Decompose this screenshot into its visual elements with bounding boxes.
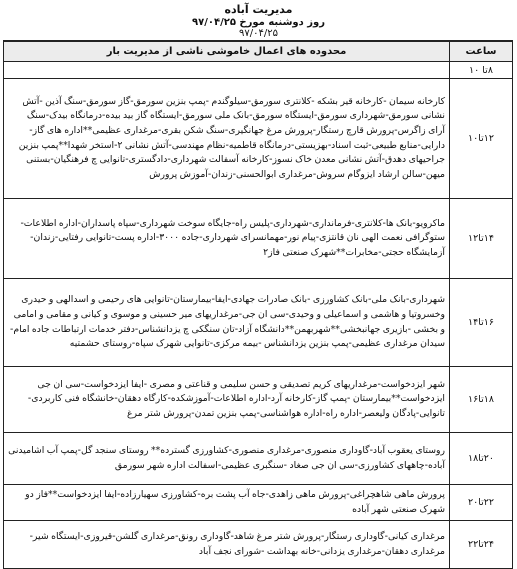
table-row [4, 485, 513, 521]
page-date-number: ۹۷/۰۴/۲۵ [239, 28, 278, 39]
row-time: ۱۸تا۱۶ [450, 367, 513, 433]
table-row [4, 199, 513, 279]
table-row [4, 279, 513, 367]
row-time: ۱۲تا۱۰ [450, 79, 513, 199]
row-description: کارخانه سیمان -کارخانه قیر بشکه -کلانتری سورمق-سیلوگندم -پمپ بنزین سورمق-گاز سورمق-سنگ آذین -آتش نشانی سورمق-شهرداری سورمق-ایستگاه سورمق-بانک ملی سورمق-ایستگاه گاز بید بیده-درمانگاه بیدک-سنگ آرای زاگرس-پرورش قارچ رستگار-پرورش مرغ جهانگیری-سنگ شکن بقری-مرغداری عظیمی**اداره های گاز-دارایی-منابع طبیعی-ثبت اسناد-بهزیستی-درمانگاه قاطمیه-نظام مهندسی-آتش نشانی ۲-استخر شهدا**پمپ بنزین جراحیهای دهدق-آتش نشانی معدن خاک نسوز-کارخانه آسفالت شهرداری-دادگستری-تانوایی چ فرهنگیان-بستنی میهن-سالن ارشاد ایزوگام سروش-مرغداری ابوالحسنی-زندان-آموزش پرورش [4, 79, 450, 199]
row-time: ۲۰تا۱۸ [450, 433, 513, 485]
table-row [4, 521, 513, 569]
row-description: ماکرویو-بانک ها-کلانتری-فرمانداری-شهرداری-پلیس راه-جایگاه سوخت شهرداری-سپاه پاسداران-اداره اطلاعات-ستوگرافی نعمت الهی نان قانتزی-پیام نور-مهمانسرای شهرداری-جاده ۳۰۰۰-اداره پست-تانوایی رفتایی-زندان-آزمایشگاه حجتی-مخابرات**شهرک صنعتی فاز۲ [4, 199, 450, 279]
row-description: پرورش ماهی شاهچراغی-پرورش ماهی زاهدی-جاه آب پشت بره-کشاورزی سهیارزاده-ایفا ایزدخواست**فاز دو شهرک صنعتی شهر آباده [4, 485, 450, 521]
column-header-area: محدوده های اعمال خاموشی ناشی از مدیریت بار [4, 41, 450, 62]
row-description: مرغداری کیانی-گاوداری رستگار-پرورش شتر مرغ شاهد-گاوداری رونق-مرغداری گلشن-قیروزی-ایستگاه شیر-مرغداری دهقان-مرغداری یزدانی-خانه بهداشت -شورای نجف آباد [4, 521, 450, 569]
table-row [4, 79, 513, 199]
table-row [4, 367, 513, 433]
page-subtitle: روز دوشنبه مورخ ۹۷/۰۴/۲۵ [192, 17, 325, 28]
row-description: شهر ایزدخواست-مرغداریهای کریم تصدیقی و حسن سلیمی و قناعتی و مصری -ایفا ایزدخواست-سی ان جی ایزدخواست**بیمارستان -پمپ گاز-کارخانه آرد-اداره اطلاعات-آموزشکده-کارگاه دهقان-خانشگاه فنی کاربردی-تانوایی-پادگان ولیعصر-اداره راه-اداره هواشناسی-پمپ بنزین تمدن-پرورش شتر مرغ [4, 367, 450, 433]
table-header-row [4, 41, 513, 62]
row-description: شهرداری-بانک ملی-بانک کشاورزی -بانک صادرات جهادی-ایفا-بیمارستان-تانوایی های رحیمی و اسدالهی و حیدری وخسروتیا و هاشمی و اسماعیلی و وحیدی-سی ان جی-مرغداریهای میر حسینی و موسوی و کیانی و مقامی و امامی و بخشی -بازیری جهانبخشی**شهربهمن**دانشگاه آزاد-تان سنگکی چ یزدانشناس-دفتر خدمات ارتباطات جاده امام-سیدان مرغداری عظیمی-پمپ بنزین یزدانشناس -بیمه مرکزی-تانوایی شهرک سپاه-روستای حشمتیه [4, 279, 450, 367]
row-time: ۱۶تا۱۴ [450, 279, 513, 367]
row-time: ۸تا ۱۰ [450, 62, 513, 79]
row-description: روستای یعقوب آباد-گاوداری منصوری-مرغداری منصوری-کشاورزی گسترده** روستای سنجد گل-پمپ آب اشامیدنی آباده-چاههای کشاورزی-سی ان جی صغاد -سنگبری عظیمی-اسفالت اداره شهر سورمق [4, 433, 450, 485]
row-time: ۱۴تا۱۲ [450, 199, 513, 279]
page-title: مدیریت آباده [224, 3, 293, 16]
table-row [4, 433, 513, 485]
table-row [4, 62, 513, 79]
row-time: ۲۴تا۲۲ [450, 521, 513, 569]
row-description [4, 62, 450, 79]
row-time: ۲۲تا۲۰ [450, 485, 513, 521]
outage-schedule-table [3, 40, 513, 569]
column-header-time: ساعت [450, 41, 513, 62]
